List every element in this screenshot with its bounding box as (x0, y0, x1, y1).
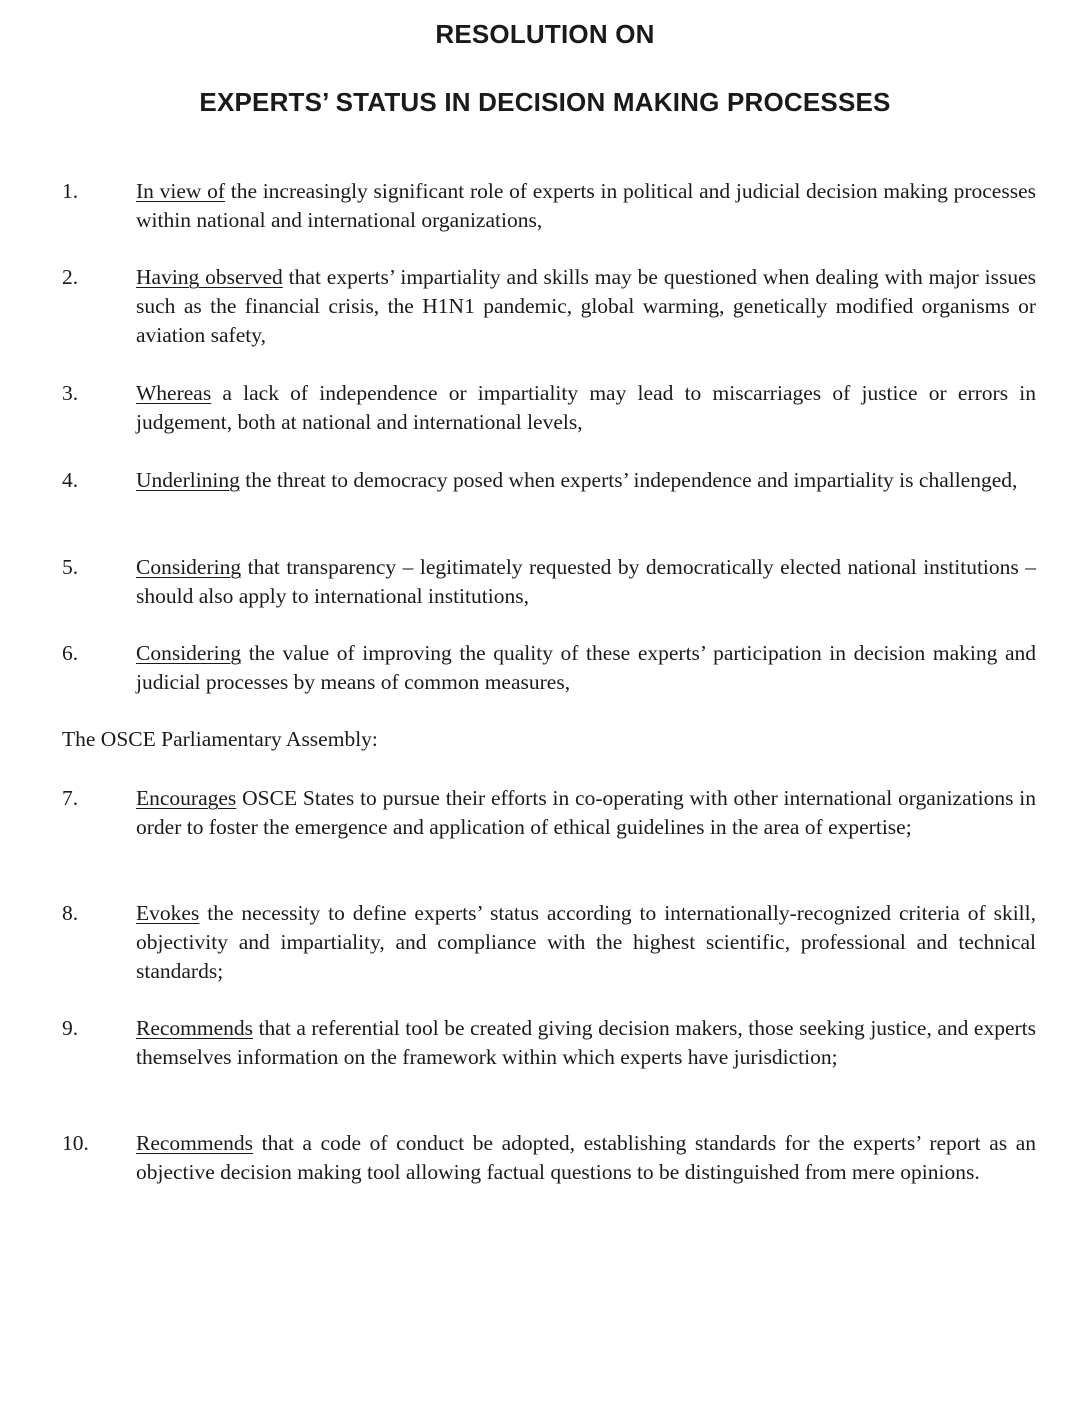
paragraph-body: a lack of independence or impartiality may lead to miscarriages of justice or errors in judgement, both at national and international levels, (136, 381, 1036, 434)
paragraph-number: 4. (62, 468, 79, 492)
paragraph-text (136, 177, 1036, 235)
paragraph-body: that experts’ impartiality and skills may be questioned when dealing with major issues such as the financial crisis, the H1N1 pandemic, global warming, genetically modified organisms or aviation safety, (136, 265, 1036, 347)
paragraph-lead: Recommends (136, 1016, 254, 1040)
paragraph-number: 8. (62, 901, 79, 925)
paragraph-lead: Evokes (136, 901, 200, 925)
paragraph-text (136, 379, 1036, 437)
paragraph-text (136, 1129, 1036, 1187)
paragraph-text (136, 553, 1036, 611)
paragraph-number: 5. (62, 555, 79, 579)
paragraph-body: the value of improving the quality of these experts’ participation in decision making and judicial processes by means of common measures, (136, 641, 1036, 694)
operative-intro: The OSCE Parliamentary Assembly: (62, 727, 378, 751)
title-line-1: RESOLUTION ON (435, 19, 655, 49)
paragraph-text (136, 466, 1036, 495)
paragraph-lead: Having observed (136, 265, 283, 289)
paragraph-text (136, 899, 1036, 986)
paragraph-lead: In view of (136, 179, 226, 203)
paragraph-lead: Whereas (136, 381, 212, 405)
paragraph-lead: Considering (136, 555, 242, 579)
paragraph-lead: Encourages (136, 786, 237, 810)
paragraph-lead: Underlining (136, 468, 240, 492)
paragraph-lead: Recommends (136, 1131, 254, 1155)
paragraph-body: OSCE States to pursue their efforts in co-operating with other international organizations in order to foster the emergence and application of ethical guidelines in the area of expertise; (136, 786, 1036, 839)
paragraph-text (136, 263, 1036, 350)
paragraph-text (136, 1014, 1036, 1072)
paragraph-body: that a referential tool be created giving decision makers, those seeking justice, and experts themselves information on the framework within which experts have jurisdiction; (136, 1016, 1036, 1069)
paragraph-lead: Considering (136, 641, 242, 665)
paragraph-body: that transparency – legitimately requested by democratically elected national institutions – should also apply to international institutions, (136, 555, 1036, 608)
paragraph-number: 3. (62, 381, 79, 405)
paragraph-body: the increasingly significant role of experts in political and judicial decision making processes within national and international organizations, (136, 179, 1036, 232)
paragraph-text (136, 784, 1036, 842)
title-line-2: EXPERTS’ STATUS IN DECISION MAKING PROCESSES (199, 87, 891, 117)
paragraph-number: 9. (62, 1016, 79, 1040)
paragraph-number: 2. (62, 265, 79, 289)
paragraph-body: the necessity to define experts’ status according to internationally-recognized criteria of skill, objectivity and impartiality, and compliance with the highest scientific, professional and technical standards; (136, 901, 1036, 983)
paragraph-number: 7. (62, 786, 79, 810)
paragraph-number: 6. (62, 641, 79, 665)
paragraph-text (136, 639, 1036, 697)
paragraph-number: 1. (62, 179, 79, 203)
paragraph-number: 10. (62, 1131, 89, 1155)
paragraph-body: the threat to democracy posed when experts’ independence and impartiality is challenged, (239, 468, 1018, 492)
paragraph-body: that a code of conduct be adopted, establishing standards for the experts’ report as an objective decision making tool allowing factual questions to be distinguished from mere opinions. (136, 1131, 1036, 1184)
